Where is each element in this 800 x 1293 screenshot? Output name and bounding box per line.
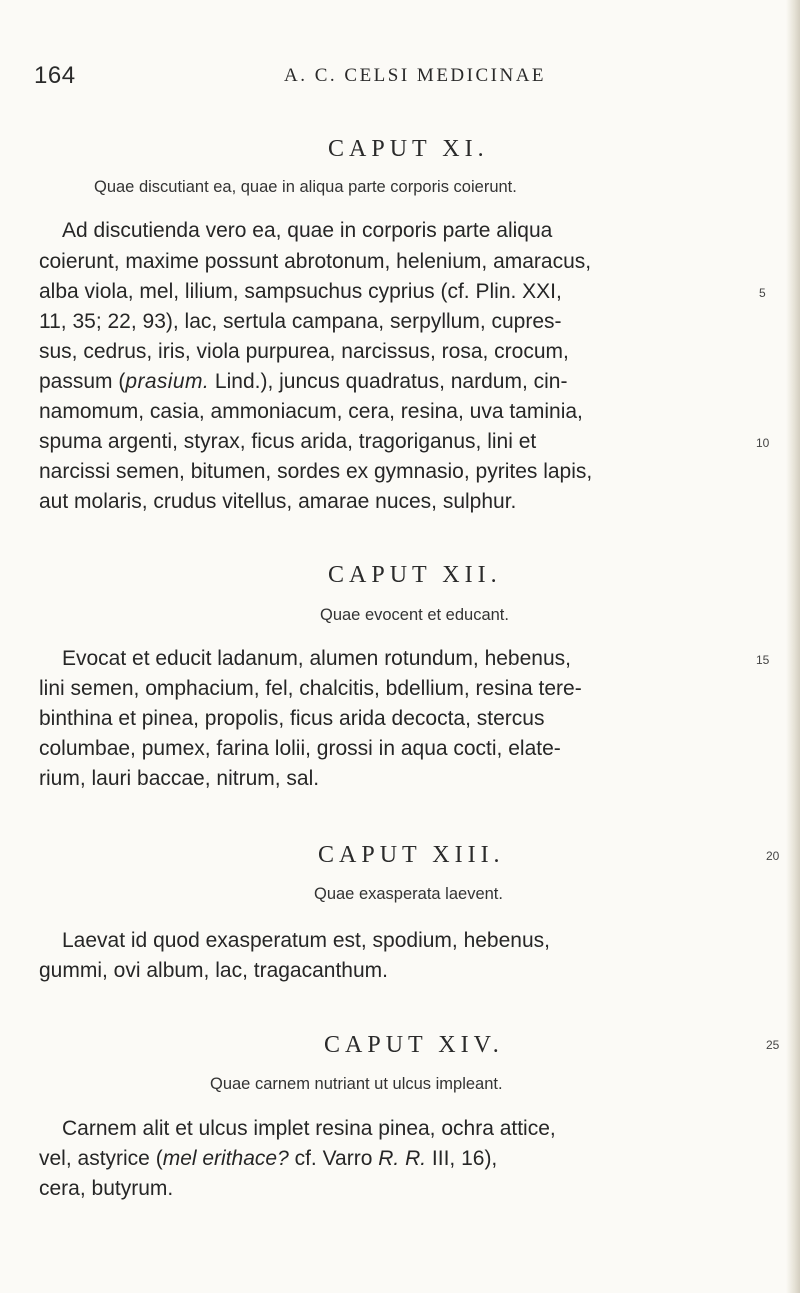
text-line: lini semen, omphacium, fel, chalcitis, bdellium, resina tere-: [39, 677, 582, 700]
chapter-heading-xii: CAPUT XII.: [328, 562, 502, 588]
line-number: 5: [759, 286, 766, 300]
text-line: passum (prasium. Lind.), juncus quadratus, nardum, cin-: [39, 370, 568, 393]
chapter-subtitle-xii: Quae evocent et educant.: [320, 606, 509, 624]
text-line: spuma argenti, styrax, ficus arida, tragoriganus, lini et: [39, 430, 537, 453]
text-line: Carnem alit et ulcus implet resina pinea, ochra attice,: [62, 1117, 556, 1140]
text-line: aut molaris, crudus vitellus, amarae nuces, sulphur.: [39, 490, 517, 513]
text-line: rium, lauri baccae, nitrum, sal.: [39, 767, 320, 790]
page-number: 164: [34, 62, 76, 89]
text-line: binthina et pinea, propolis, ficus arida decocta, stercus: [39, 707, 545, 730]
chapter-subtitle-xi: Quae discutiant ea, quae in aliqua parte corporis coierunt.: [94, 178, 517, 196]
text-line: Ad discutienda vero ea, quae in corporis parte aliqua: [62, 219, 553, 242]
text-line: Evocat et educit ladanum, alumen rotundum, hebenus,: [62, 647, 571, 670]
line-number: 10: [756, 436, 770, 450]
text-line: coierunt, maxime possunt abrotonum, helenium, amaracus,: [39, 250, 592, 273]
chapter-subtitle-xiv: Quae carnem nutriant ut ulcus impleant.: [210, 1075, 503, 1093]
text-line: gummi, ovi album, lac, tragacanthum.: [39, 959, 388, 982]
line-number: 15: [756, 653, 770, 667]
text-line: sus, cedrus, iris, viola purpurea, narcissus, rosa, crocum,: [39, 340, 569, 363]
page-edge-shadow: [786, 0, 800, 1293]
text-line: cera, butyrum.: [39, 1177, 174, 1200]
running-head: A. C. CELSI MEDICINAE: [284, 65, 547, 86]
text-line: 11, 35; 22, 93), lac, sertula campana, serpyllum, cupres-: [39, 310, 562, 333]
line-number: 25: [766, 1038, 780, 1052]
chapter-subtitle-xiii: Quae exasperata laevent.: [314, 885, 503, 903]
text-line: vel, astyrice (mel erithace? cf. Varro R. R. III, 16),: [39, 1147, 498, 1170]
line-number: 20: [766, 849, 780, 863]
text-line: alba viola, mel, lilium, sampsuchus cyprius (cf. Plin. XXI,: [39, 280, 562, 303]
text-line: namomum, casia, ammoniacum, cera, resina, uva taminia,: [39, 400, 583, 423]
text-line: narcissi semen, bitumen, sordes ex gymnasio, pyrites lapis,: [39, 460, 593, 483]
chapter-heading-xiv: CAPUT XIV.: [324, 1032, 504, 1058]
chapter-heading-xiii: CAPUT XIII.: [318, 842, 505, 868]
text-line: Laevat id quod exasperatum est, spodium, hebenus,: [62, 929, 550, 952]
text-line: columbae, pumex, farina lolii, grossi in aqua cocti, elate-: [39, 737, 561, 760]
chapter-heading-xi: CAPUT XI.: [328, 136, 489, 162]
